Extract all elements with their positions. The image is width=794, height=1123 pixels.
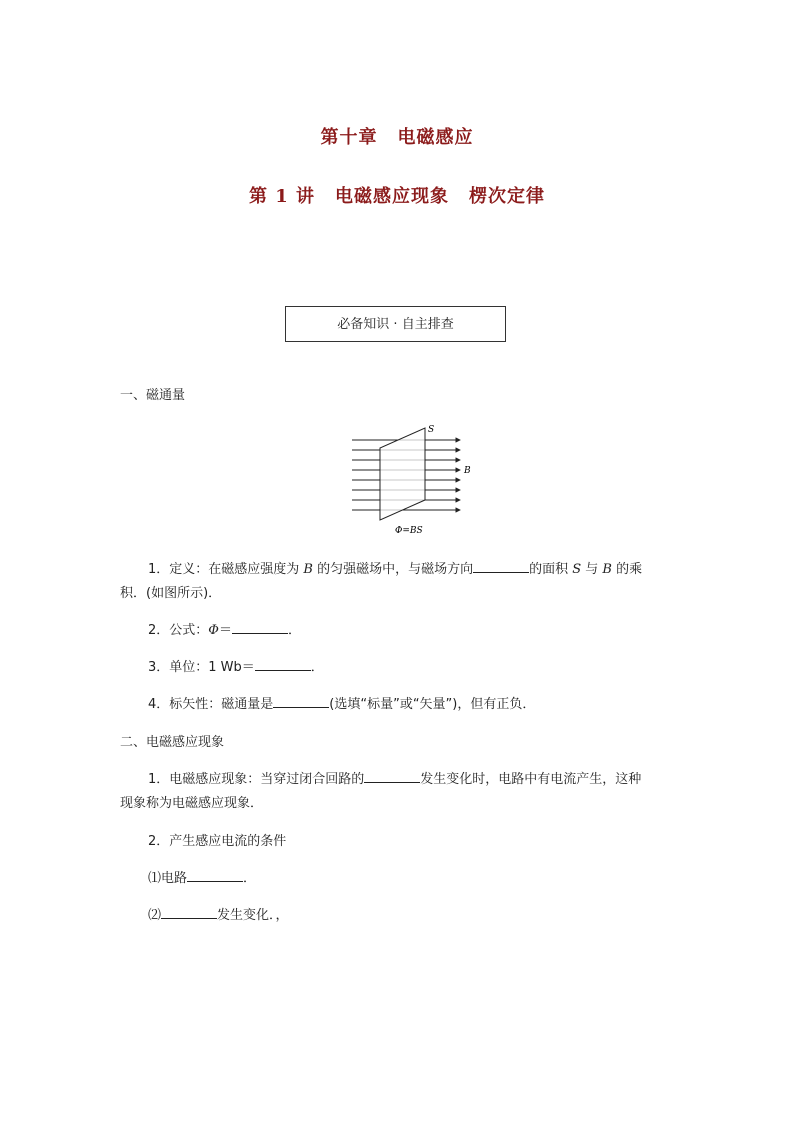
item-induction xyxy=(120,768,708,792)
text: 2．产生感应电流的条件 xyxy=(148,834,287,849)
label-s: S xyxy=(428,425,435,435)
text: 积．(如图所示)． xyxy=(120,586,222,601)
item-condition-1 xyxy=(120,867,708,891)
text: ． xyxy=(243,871,257,886)
text: ． xyxy=(310,660,324,675)
fill-blank[interactable] xyxy=(473,560,529,573)
text: 4．标矢性：磁通量是 xyxy=(148,697,274,712)
chapter-title xyxy=(0,123,794,149)
figure-caption: Φ=BS xyxy=(395,526,423,536)
lesson-number: 第 1 讲 xyxy=(248,186,316,207)
fill-blank[interactable] xyxy=(273,695,329,708)
item-definition-line2 xyxy=(120,582,680,606)
section2-heading-text: 二、电磁感应现象 xyxy=(120,735,225,750)
text: ＝ xyxy=(218,623,232,638)
text: 的匀强磁场中，与磁场方向 xyxy=(312,562,474,577)
item-condition-2 xyxy=(120,904,708,928)
chapter-name: 电磁感应 xyxy=(397,127,474,148)
text: ． xyxy=(287,623,301,638)
symbol-b: B xyxy=(602,562,612,577)
lesson-title xyxy=(0,182,794,208)
text: 发生变化时，电路中有电流产生，这种 xyxy=(420,772,642,787)
label-b: B xyxy=(464,466,471,476)
text: ⑴电路 xyxy=(148,871,188,886)
text: (选填“标量”或“矢量”)，但有正负． xyxy=(329,697,536,712)
text: 3．单位：1 Wb＝ xyxy=(148,660,255,675)
item-induction-line2 xyxy=(120,792,680,816)
section-box-label: 必备知识 · 自主排查 xyxy=(337,317,454,332)
symbol-s: S xyxy=(572,562,582,577)
text: 1．电磁感应现象：当穿过闭合回路的 xyxy=(148,772,365,787)
symbol-b: B xyxy=(303,562,313,577)
text: 的乘 xyxy=(611,562,643,577)
fill-blank[interactable] xyxy=(364,770,420,783)
text: 与 xyxy=(581,562,603,577)
section1-heading xyxy=(120,384,680,408)
section-box xyxy=(285,306,506,342)
fill-blank[interactable] xyxy=(255,658,311,671)
section1-heading-text: 一、磁通量 xyxy=(120,388,186,403)
text: 的面积 xyxy=(529,562,573,577)
fill-blank[interactable] xyxy=(187,869,243,882)
text: 现象称为电磁感应现象． xyxy=(120,796,264,811)
text: 2．公式： xyxy=(148,623,209,638)
item-unit xyxy=(120,656,708,680)
text: ⑵ xyxy=(148,908,162,923)
item-scalar-vector xyxy=(120,693,708,717)
lesson-name-part2: 楞次定律 xyxy=(469,186,546,207)
fill-blank[interactable] xyxy=(161,906,217,919)
text: 1．定义：在磁感应强度为 xyxy=(148,562,304,577)
item-formula xyxy=(120,619,708,643)
item-definition xyxy=(120,558,708,582)
text: 发生变化．， xyxy=(217,908,289,923)
surface-plane xyxy=(380,428,425,520)
symbol-phi: Φ xyxy=(208,623,219,638)
item-conditions xyxy=(120,830,708,854)
magnetic-flux-figure xyxy=(340,420,480,540)
lesson-name-part1: 电磁感应现象 xyxy=(335,186,450,207)
fill-blank[interactable] xyxy=(232,621,288,634)
chapter-number: 第十章 xyxy=(320,127,378,148)
section2-heading xyxy=(120,731,680,755)
